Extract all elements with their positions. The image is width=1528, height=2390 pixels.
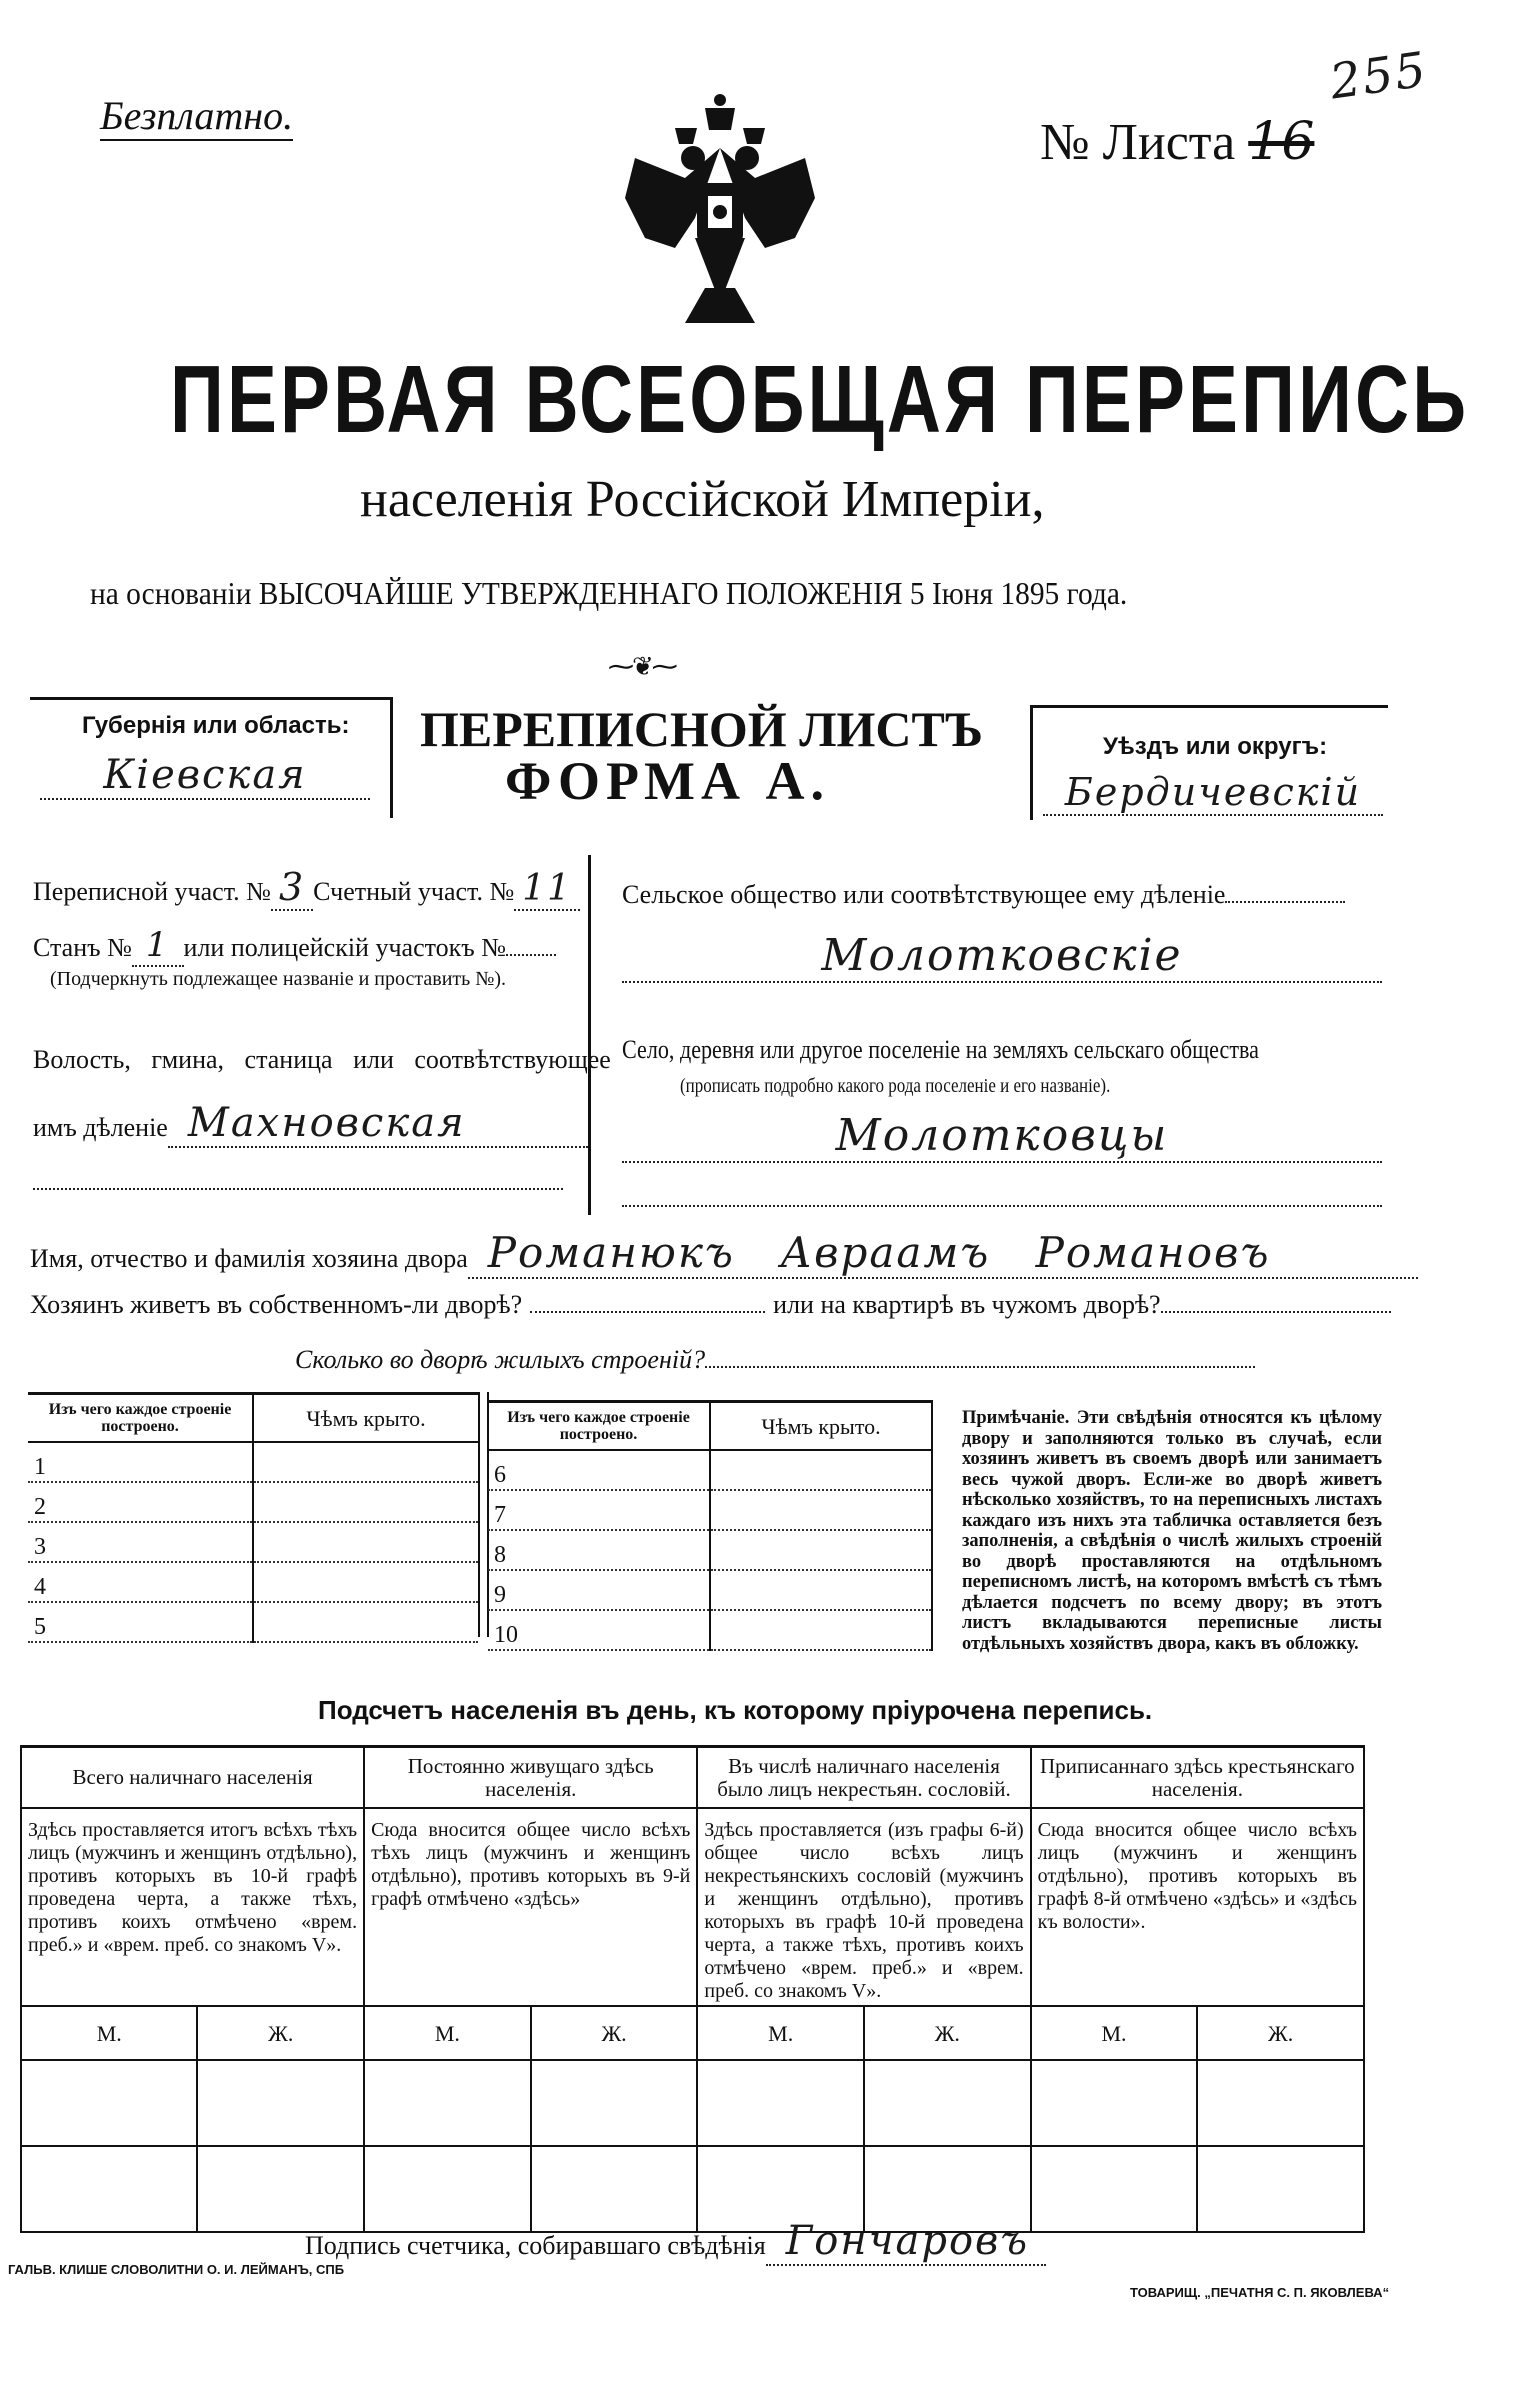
row-number: 3	[28, 1522, 253, 1562]
legal-basis-text: на основаніи ВЫСОЧАЙШЕ УТВЕРЖДЕННАГО ПОЛОЖЕНІЯ 5 Іюня 1895 года.	[90, 575, 1128, 611]
signature-row	[305, 2218, 1046, 2266]
district-label: Уѣздъ или округъ:	[1103, 733, 1328, 760]
col-desc: Сюда вносится общее число всѣхъ лицъ (мужчинъ и женщинъ отдѣльно), противъ которыхъ въ графѣ 8-й отмѣчено «здѣсь» и «здѣсь къ волости».	[1031, 1808, 1364, 2006]
col-material: Изъ чего каждое строеніе построено.	[488, 1402, 710, 1451]
table-row	[488, 1570, 932, 1610]
female-header: Ж.	[531, 2006, 698, 2060]
printer-credit-left: ГАЛЬВ. КЛИШЕ СЛОВОЛИТНИ О. И. ЛЕЙМАНЪ, СПБ	[8, 2262, 345, 2277]
col-head: Постоянно живущаго здѣсь населенія.	[364, 1747, 697, 1809]
page-subtitle: населенія Россійской Имперіи,	[360, 471, 1045, 528]
table-row	[28, 1442, 478, 1482]
female-header: Ж.	[197, 2006, 364, 2060]
col-desc: Сюда вносится общее число всѣхъ тѣхъ лицъ (мужчинъ и женщинъ отдѣльно), противъ которыхъ въ 9-й графѣ отмѣчено «здѣсь»	[364, 1808, 697, 2006]
owner-name-label: Имя, отчество и фамилія хозяина двора	[30, 1244, 468, 1273]
table-row	[488, 1450, 932, 1490]
col-desc: Здѣсь проставляется итогъ всѣхъ тѣхъ лицъ (мужчинъ и женщинъ отдѣльно), противъ которыхъ въ 10-й графѣ проведена черта, а также тѣхъ, противъ коихъ отмѣчено «врем. преб.» и «врем. преб. со знакомъ V».	[21, 1808, 364, 2006]
census-area-label: Переписной участ. №	[33, 877, 271, 906]
row-number: 5	[28, 1602, 253, 1642]
ornament-divider: ⁓❦⁓	[608, 652, 676, 681]
census-area-value: 3	[271, 865, 313, 911]
sheet-number	[1040, 112, 1314, 172]
col-head: Приписаннаго здѣсь крестьянскаго населенія.	[1031, 1747, 1364, 1809]
volost-row	[33, 1100, 588, 1148]
province-box	[30, 697, 393, 818]
population-count-table	[20, 1745, 1365, 2233]
buildings-table-right	[488, 1400, 933, 1651]
form-title: ПЕРЕПИСНОЙ ЛИСТЪ	[420, 701, 984, 757]
stan-label: Станъ №	[33, 933, 132, 962]
stan-row	[33, 925, 556, 965]
district-box	[1030, 705, 1388, 820]
village-note	[680, 1075, 1186, 1098]
table-row	[488, 1530, 932, 1570]
column-divider	[588, 855, 591, 1215]
stan-value: 1	[132, 925, 184, 967]
owner-row	[30, 1228, 1418, 1279]
underline-note: (Подчеркнуть подлежащее названіе и проставить №).	[50, 968, 506, 990]
sheet-number-corrected: 255	[1326, 41, 1432, 111]
count-title: Подсчетъ населенія въ день, къ которому пріурочена перепись.	[318, 1695, 1153, 1725]
table-row	[488, 1490, 932, 1530]
census-area-row	[33, 865, 580, 909]
legal-basis	[90, 575, 1217, 612]
row-number: 10	[488, 1610, 710, 1650]
province-label: Губернія или область:	[82, 712, 350, 739]
row-number: 4	[28, 1562, 253, 1602]
table-row	[28, 1522, 478, 1562]
village-value: Молотковцы	[622, 1110, 1382, 1163]
blank-line	[33, 1188, 563, 1190]
society-label: Сельское общество или соотвѣтствующее ему дѣленіе	[622, 880, 1226, 909]
table-row	[488, 1610, 932, 1650]
row-number: 8	[488, 1530, 710, 1570]
col-head: Въ числѣ наличнаго населенія было лицъ некрестьян. сословій.	[697, 1747, 1030, 1809]
signature-value: Гончаровъ	[766, 2218, 1046, 2266]
village-label-text: Село, деревня или другое поселеніе на земляхъ сельскаго общества	[622, 1035, 1259, 1064]
society-value: Молотковскіе	[622, 930, 1382, 983]
province-value: Кіевская	[40, 752, 370, 800]
page-title	[170, 345, 1528, 455]
police-label: или полицейскій участокъ №	[183, 933, 507, 962]
buildings-label: Сколько во дворѣ жилыхъ строеній?	[295, 1345, 706, 1374]
table-row	[28, 1482, 478, 1522]
col-material: Изъ чего каждое строеніе построено.	[28, 1394, 253, 1443]
count-row	[21, 2060, 1364, 2146]
village-note-text: (прописать подробно какого рода поселеніе и его названіе).	[680, 1075, 1111, 1097]
row-number: 7	[488, 1490, 710, 1530]
rented-label: или на квартирѣ въ чужомъ дворѣ?	[773, 1290, 1161, 1319]
free-of-charge-label: Безплатно.	[100, 92, 293, 141]
division-label: имъ дѣленіе	[33, 1113, 168, 1142]
col-head: Всего наличнаго населенія	[21, 1747, 364, 1809]
volost-label: Волость, гмина, станица или соотвѣтствующее	[33, 1045, 611, 1074]
counting-area-value: 11	[514, 868, 580, 911]
male-header: М.	[697, 2006, 864, 2060]
buildings-row	[295, 1345, 1255, 1375]
society-row	[622, 880, 1345, 910]
row-number: 1	[28, 1442, 253, 1482]
row-number: 2	[28, 1482, 253, 1522]
district-value: Бердичевскій	[1043, 770, 1383, 816]
page-title-text: ПЕРВАЯ ВСЕОБЩАЯ ПЕРЕПИСЬ	[170, 346, 1470, 453]
male-header: М.	[1031, 2006, 1198, 2060]
village-label	[622, 1035, 1371, 1065]
row-number: 6	[488, 1450, 710, 1490]
col-roof: Чѣмъ крыто.	[710, 1402, 932, 1451]
female-header: Ж.	[1197, 2006, 1364, 2060]
signature-label: Подпись счетчика, собиравшаго свѣдѣнія	[305, 2231, 766, 2260]
buildings-table-left	[28, 1392, 478, 1643]
printer-credit-right: ТОВАРИЩ. „ПЕЧАТНЯ С. П. ЯКОВЛЕВА“	[1130, 2285, 1390, 2300]
col-desc: Здѣсь проставляется (изъ графы 6-й) общее число всѣхъ лицъ некрестьянскихъ сословій (мужчинъ и женщинъ отдѣльно), противъ которыхъ въ графѣ 10-й проведена черта, а также тѣхъ, противъ коихъ отмѣчено «врем. преб.» и «врем. преб. со знакомъ V».	[697, 1808, 1030, 2006]
blank-line	[622, 1205, 1382, 1207]
own-yard-label: Хозяинъ живетъ въ собственномъ-ли дворѣ?	[30, 1290, 523, 1319]
table-row	[28, 1602, 478, 1642]
counting-area-label: Счетный участ. №	[313, 877, 515, 906]
imperial-eagle-emblem-icon	[615, 88, 825, 328]
form-subtitle: ФОРМА А.	[505, 751, 830, 811]
table-row	[28, 1562, 478, 1602]
row-number: 9	[488, 1570, 710, 1610]
male-header: М.	[364, 2006, 531, 2060]
sheet-number-label: № Листа	[1040, 114, 1236, 171]
note-text: Примѣчаніе. Эти свѣдѣнія относятся къ цѣлому двору и заполняются только въ случаѣ, если хозяинъ живетъ въ своемъ дворѣ или занимаетъ весь чужой дворъ. Если-же во дворѣ живетъ нѣсколько хозяйствъ, то на переписныхъ листахъ каждаго изъ нихъ эта табличка оставляется безъ заполненія, а свѣдѣнія о числѣ жилыхъ строеній во дворѣ проставляются на отдѣльномъ переписномъ листѣ, на которомъ вмѣстѣ съ тѣмъ дѣлается подсчетъ по всему двору; въ этотъ листъ вкладываются переписные листы отдѣльныхъ хозяйствъ двора, какъ въ обложку.	[962, 1408, 1382, 1654]
male-header: М.	[21, 2006, 197, 2060]
volost-value: Махновская	[168, 1100, 588, 1148]
residence-row	[30, 1290, 1391, 1320]
female-header: Ж.	[864, 2006, 1031, 2060]
owner-name-value: Романюкъ Авраамъ Романовъ	[468, 1228, 1418, 1279]
col-roof: Чѣмъ крыто.	[253, 1394, 478, 1443]
sheet-number-handwritten: 16	[1248, 112, 1315, 172]
